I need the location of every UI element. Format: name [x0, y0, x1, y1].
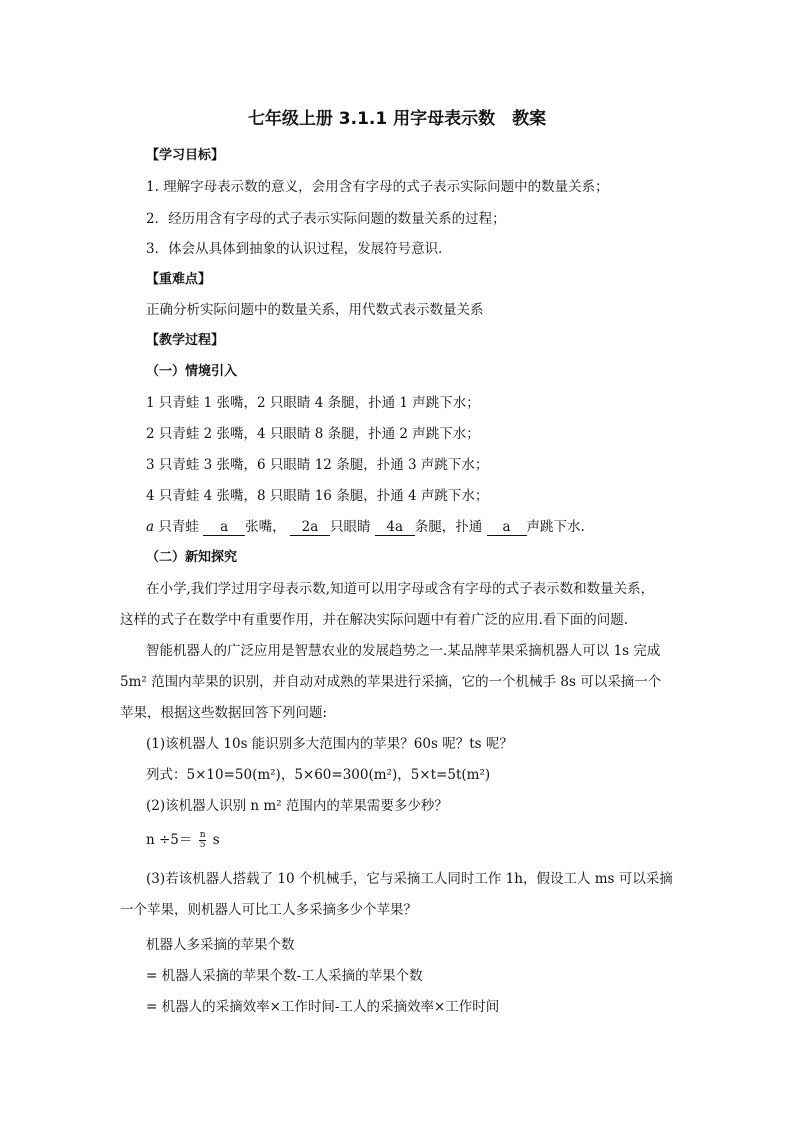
robot-line: 5m² 范围内苹果的识别，并自动对成熟的苹果进行采摘，它的一个机械手 8s 可以采摘一个	[120, 674, 662, 690]
goals-heading: 【学习目标】	[146, 148, 225, 163]
key-heading: 【重难点】	[146, 272, 212, 287]
question-2-answer: n ÷5＝ $\frac{n}{5}$ s	[146, 830, 220, 850]
var-a: a	[146, 519, 155, 535]
frog-line: 1 只青蛙 1 张嘴，2 只眼睛 4 条腿，扑通 1 声跳下水；	[146, 395, 480, 411]
part1-heading: （一）情境引入	[146, 364, 238, 379]
blank-splashes: a	[487, 519, 527, 536]
frog-line: 4 只青蛙 4 张嘴，8 只眼睛 16 条腿，扑通 4 声跳下水；	[146, 488, 489, 504]
intro-line: 在小学,我们学过用字母表示数,知道可以用字母或含有字母的式子表示数和数量关系，	[146, 581, 655, 597]
robot-line: 智能机器人的广泛应用是智慧农业的发展趋势之一.某品牌苹果采摘机器人可以 1s 完成	[146, 643, 661, 659]
answer-line: 机器人多采摘的苹果个数	[146, 937, 295, 953]
blank-legs: 4a	[375, 519, 415, 536]
goal-item: 2．经历用含有字母的式子表示实际问题的数量关系的过程；	[146, 211, 506, 227]
question-3: (3)若该机器人搭载了 10 个机械手，它与采摘工人同时工作 1h，假设工人 ms 可以采摘	[146, 871, 673, 887]
frog-line: 2 只青蛙 2 张嘴，4 只眼睛 8 条腿，扑通 2 声跳下水；	[146, 426, 480, 442]
answer-line: = 机器人采摘的苹果个数-工人采摘的苹果个数	[146, 968, 423, 984]
page-title: 七年级上册 3.1.1 用字母表示数 教案	[247, 109, 547, 129]
intro-line: 这样的式子在数学中有重要作用，并在解决实际问题中有着广泛的应用.看下面的问题.	[120, 612, 629, 628]
goal-item: 3．体会从具体到抽象的认识过程，发展符号意识．	[146, 241, 452, 257]
process-heading: 【教学过程】	[146, 333, 225, 348]
goal-item: 1. 理解字母表示数的意义，会用含有字母的式子表示实际问题中的数量关系；	[146, 179, 609, 195]
blank-mouths: a	[203, 519, 245, 536]
question-1: (1)该机器人 10s 能识别多大范围内的苹果？60s 呢？ts 呢？	[146, 736, 513, 752]
frog-line: 3 只青蛙 3 张嘴，6 只眼睛 12 条腿，扑通 3 声跳下水；	[146, 457, 489, 473]
blank-eyes: 2a	[290, 519, 330, 536]
question-3: 一个苹果，则机器人可比工人多采摘多少个苹果？	[120, 902, 417, 918]
frog-general-line: a 只青蛙 a 张嘴， 2a 只眼睛 4a 条腿，扑通 a 声跳下水.	[146, 519, 585, 535]
key-text: 正确分析实际问题中的数量关系，用代数式表示数量关系	[146, 302, 484, 318]
question-2: (2)该机器人识别 n m² 范围内的苹果需要多少秒？	[146, 798, 448, 814]
answer-line: = 机器人的采摘效率×工作时间-工人的采摘效率×工作时间	[146, 999, 500, 1015]
question-1-answer: 列式：5×10=50(m²)，5×60=300(m²)，5×t=5t(m²)	[146, 767, 491, 783]
part2-heading: （二）新知探究	[146, 550, 238, 565]
fraction: $\frac{n}{5}$	[199, 830, 206, 850]
robot-line: 苹果，根据这些数据回答下列问题:	[120, 705, 328, 721]
